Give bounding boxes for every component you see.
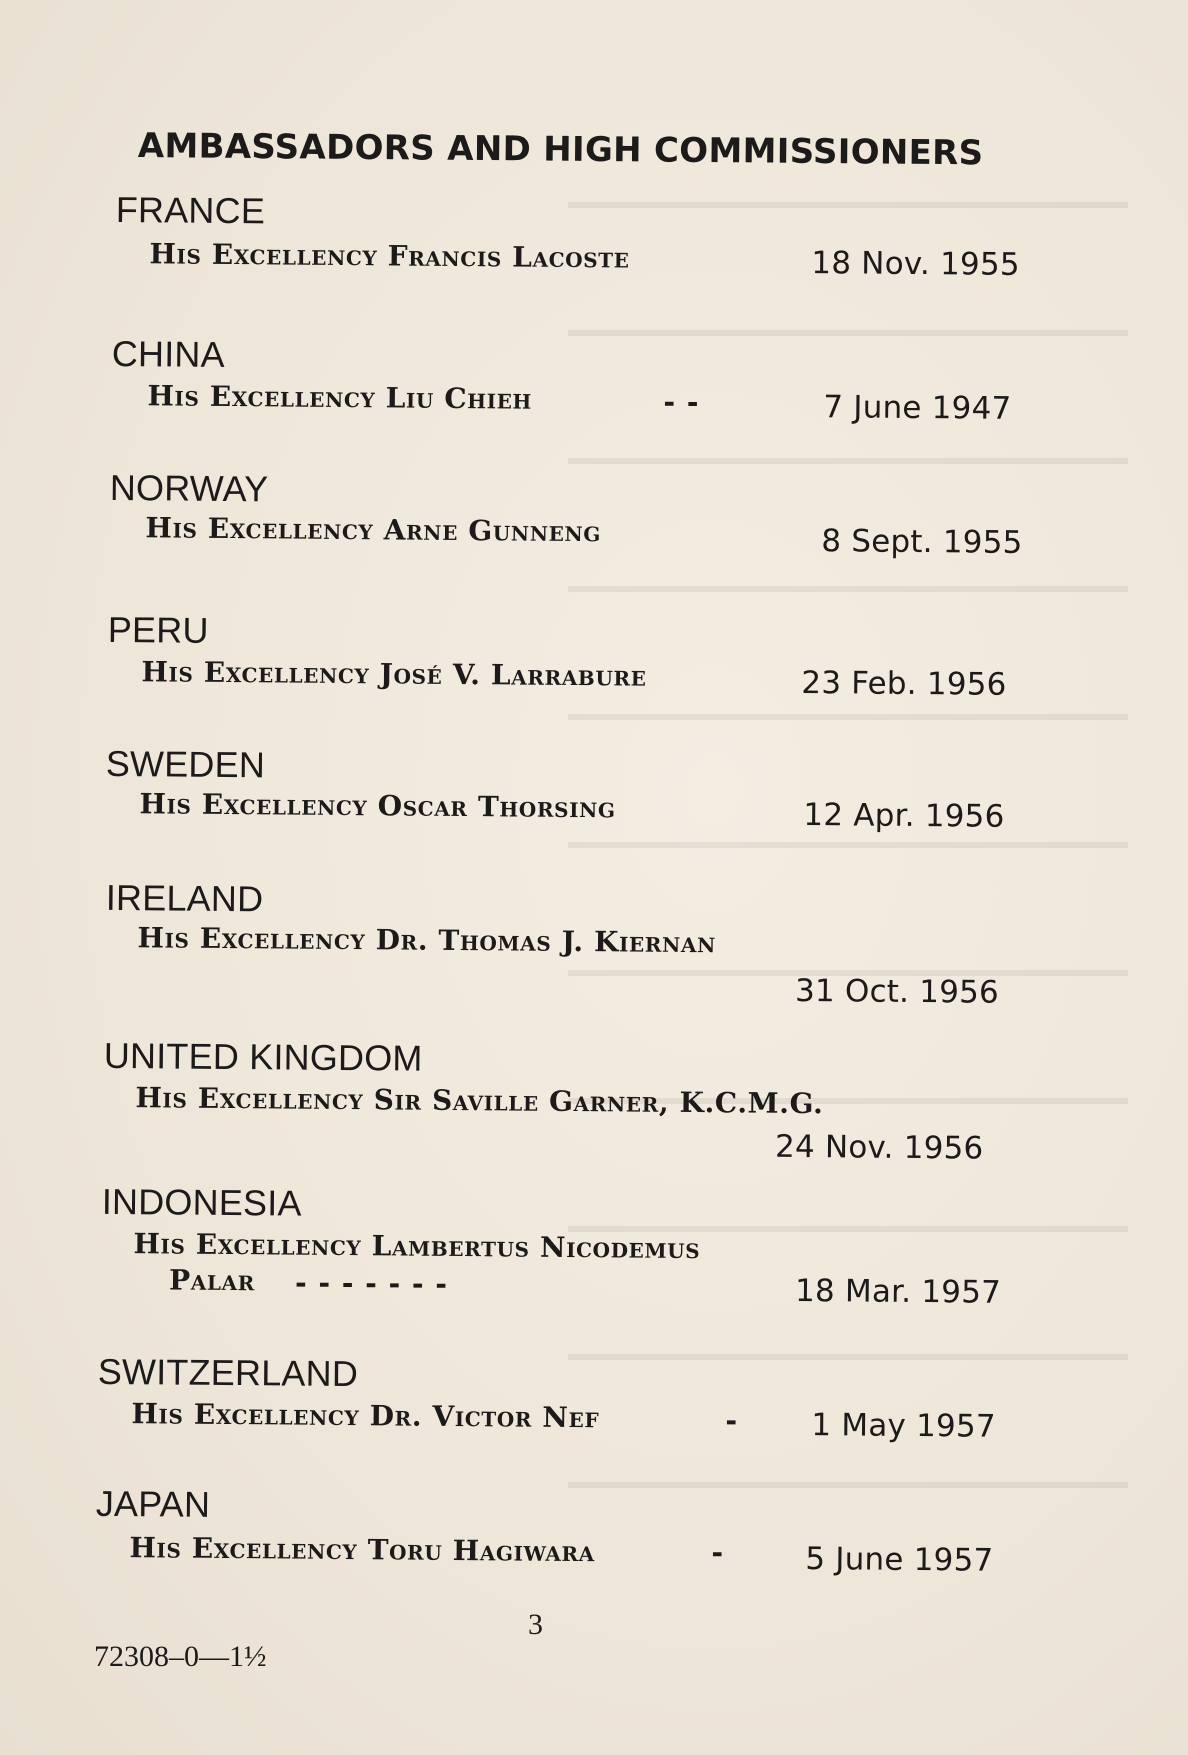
country-name: UNITED KINGDOM [103,1034,423,1079]
ambassador-name-continued: Palar [168,1263,256,1298]
entry-united-kingdom [0,1034,1188,1167]
bleed-through-texture [568,150,1128,1570]
ambassador-name: His Excellency Liu Chieh [147,379,533,416]
print-code: 72308–0—1½ [94,1640,267,1673]
entry-indonesia [0,1180,1188,1311]
appointment-date: 8 Sept. 1955 [821,523,1023,561]
leader-dashes: - - - - - - - [294,1266,449,1301]
entry-norway [0,466,1188,561]
appointment-date: 1 May 1957 [811,1407,996,1445]
entry-ireland [0,876,1188,1011]
appointment-date: 24 Nov. 1956 [774,1128,984,1167]
country-name: PERU [107,608,209,651]
section-heading: AMBASSADORS AND HIGH COMMISSIONERS [137,126,984,174]
country-name: CHINA [111,332,226,375]
country-name: FRANCE [115,189,266,232]
appointment-date: 5 June 1957 [805,1541,994,1579]
ambassador-name: His Excellency Arne Gunneng [145,511,602,549]
entry-peru [0,608,1188,703]
ambassador-name: His Excellency Oscar Thorsing [139,787,616,825]
ambassador-name: His Excellency Sir Saville Garner, K.C.M.G. [135,1081,824,1121]
appointment-date: 7 June 1947 [823,389,1012,427]
country-name: NORWAY [109,466,269,510]
appointment-date: 18 Nov. 1955 [811,245,1020,283]
ambassador-name: His Excellency José V. Larrabure [141,655,647,693]
country-name: INDONESIA [101,1180,302,1224]
ambassador-name: His Excellency Dr. Victor Nef [131,1397,600,1435]
entry-sweden [0,742,1188,835]
country-name: JAPAN [95,1482,211,1525]
appointment-date: 31 Oct. 1956 [794,972,1000,1011]
ambassador-name: His Excellency Dr. Thomas J. Kiernan [137,921,717,960]
ambassador-name: His Excellency Francis Lacoste [149,237,630,275]
leader-dashes: - [725,1404,739,1438]
ambassador-name: His Excellency Lambertus Nicodemus [133,1227,701,1266]
ambassador-name: His Excellency Toru Hagiwara [129,1531,595,1569]
entry-switzerland [0,1350,1188,1445]
appointment-date: 12 Apr. 1956 [803,797,1005,835]
country-name: SWEDEN [105,742,266,786]
country-name: IRELAND [105,876,264,920]
entry-china [0,332,1188,427]
leader-dashes: - - [663,385,700,420]
entry-france [0,188,1188,283]
appointment-date: 23 Feb. 1956 [801,664,1007,703]
country-name: SWITZERLAND [97,1350,359,1395]
leader-dashes: - [711,1536,725,1570]
appointment-date: 18 Mar. 1957 [794,1272,1002,1311]
entry-japan [0,1482,1188,1579]
page-number: 3 [528,1608,543,1641]
